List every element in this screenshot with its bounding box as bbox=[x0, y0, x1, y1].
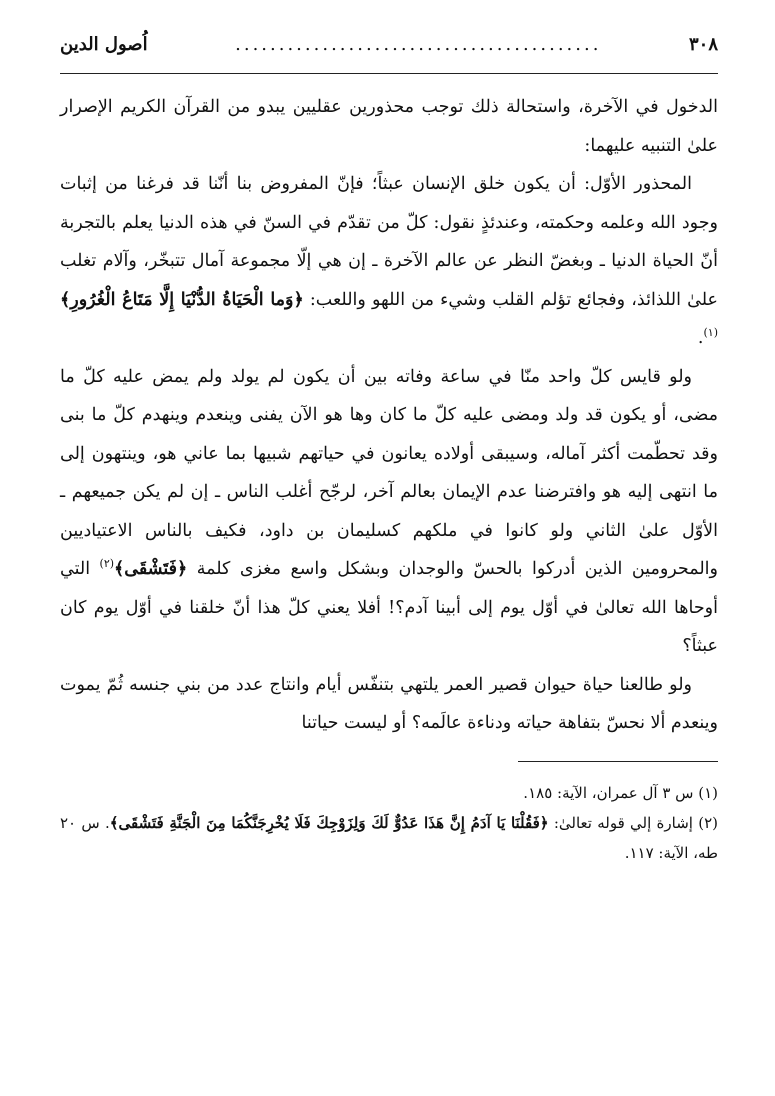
paragraph bbox=[60, 165, 718, 358]
footnote: (١) س ٣ آل عمران، الآية: ١٨٥. bbox=[523, 783, 718, 802]
body-text bbox=[60, 88, 718, 743]
paragraph: الدخول في الآخرة، واستحالة ذلك توجب محذورين عقليين يبدو من القرآن الكريم الإصرار علىٰ التنبيه عليهما: bbox=[60, 97, 718, 156]
footnote-ref: (٢) bbox=[99, 557, 115, 571]
paragraph: ولو طالعنا حياة حيوان قصير العمر يلتهي بتنفّس أيام وانتاج عدد من بني جنسه ثُمّ يموت وينعدم ألا نحسّ بتفاهة حياته ودناءة عالَمه؟ أو ليست حياتنا bbox=[60, 674, 718, 733]
footnote-text: . س ٢٠ طه، الآية: ١١٧. bbox=[60, 813, 718, 862]
footnote-text: (٢) إشارة إلي قوله تعالىٰ: bbox=[548, 813, 718, 832]
paragraph-text: المحذور الأوّل: أن يكون خلق الإنسان عبثاً؛ فإنّ المفروض بنا أنّنا قد فرغنا من إثبات وجود الله وعلمه وحكمته، وعندئذٍ نقول: كلّ من تقدّم في السنّ في هذه الدنيا يعلم بالتجربة أنّ الحياة الدنيا ـ وبغضّ النظر عن عالم الآخرة ـ إن هي إلّا مجموعة آمال تتبخّر، وآلام تغلب علىٰ اللذائذ، وفجائع تؤلم القلب وشيء من اللهو واللعب: bbox=[60, 174, 718, 310]
paragraph-text: . bbox=[697, 328, 704, 348]
footnote-divider bbox=[518, 761, 718, 762]
page-header bbox=[60, 34, 718, 74]
footnote bbox=[60, 808, 718, 868]
quran-verse: ﴿فَقُلْنَا يَا آدَمُ إِنَّ هَذَا عَدُوٌّ لَكَ وَلِزَوْجِكَ فَلَا يُخْرِجَنَّكُمَا مِنَ الْجَنَّةِ فَتَشْقَى﴾ bbox=[109, 813, 549, 832]
quran-verse: ﴿وَما الْحَيَاةُ الدُّنْيَا إِلَّا مَتَاعُ الْغُرُورِ﴾ bbox=[60, 289, 304, 310]
footnotes bbox=[60, 778, 718, 868]
header-leader-dots: .......................................... bbox=[235, 34, 602, 55]
paragraph-text: التي أوحاها الله تعالىٰ في أوّل يوم إلى أبينا آدم؟! أفلا يعني كلّ هذا أنّ خلقنا في أوّل يوم كان عبثاً؟ bbox=[60, 559, 718, 656]
paragraph-text: ولو قايس كلّ واحد منّا في ساعة وفاته بين أن يكون لم يولد ولم يمض عليه كلّ ما مضى، أو يكون قد ولد ومضى عليه كلّ ما كان وها هو الآن يفنى وينعدم وينهدم كلّ ما بنى وقد تحطّمت أكثر آماله، وسيبقى أولاده يعانون في حياتهم شبيها بما عاني هو، وينتهون إلى ما انتهى إليه هو وافترضنا عدم الإيمان بعالم آخر، لرجّح أغلب الناس ـ إن لم يكن جميعهم ـ الأوّل علىٰ الثاني ولو كانوا في ملكهم كسليمان بن داود، فكيف بالناس الاعتياديين والمحرومين الذين أدركوا بالحسّ والوجدان وبشكل واسع مغزى كلمة bbox=[60, 366, 718, 579]
paragraph bbox=[60, 358, 718, 666]
quran-verse: ﴿فَتَشْقَى﴾ bbox=[114, 559, 188, 579]
running-title: اُصول الدين bbox=[60, 34, 148, 55]
page-number: ٣٠٨ bbox=[688, 34, 718, 55]
footnote-ref: (١) bbox=[703, 326, 718, 340]
book-page bbox=[60, 34, 718, 868]
